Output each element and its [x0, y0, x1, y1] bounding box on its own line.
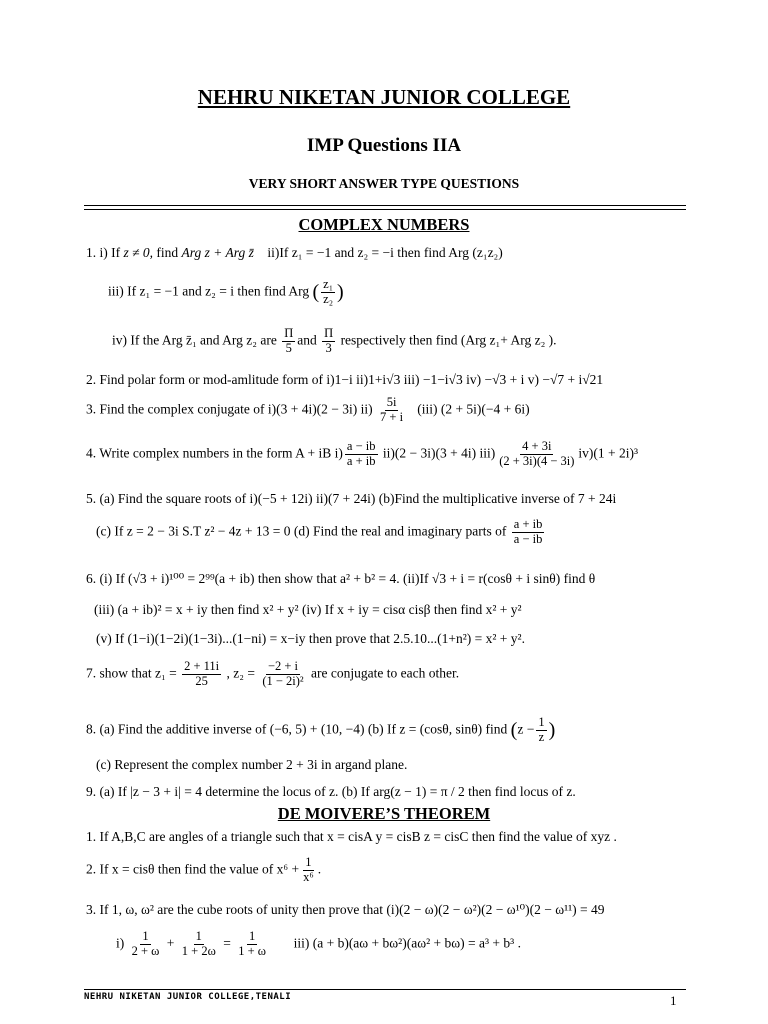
question-type-heading: VERY SHORT ANSWER TYPE QUESTIONS: [248, 176, 520, 191]
question-9: 9. (a) If |z − 3 + i| = 4 determine the locus of z. (b) If arg(z − 1) = π / 2 then find locus of z.: [86, 784, 576, 799]
question-2: 2. Find polar form or mod-amlitude form of i)1−i ii)1+i√3 iii) −1−i√3 iv) −√3 + i v) −√7 + i√21: [86, 372, 604, 387]
question-1-part-a: 1. i) If z ≠ 0, find Arg z + Arg z̄ ii)If z₁ = −1 and z₂ = −i then find Arg (z₁z₂): [86, 245, 503, 260]
de-moivre-question-3-part-a: 3. If 1, ω, ω² are the cube roots of unity then prove that (i)(2 − ω)(2 − ω²)(2 − ω¹⁰)(2 − ω¹¹) = 49: [86, 902, 605, 917]
question-4: 4. Write complex numbers in the form A + iB i) $\frac{a - ib}{a + ib}$ ii)(2 − 3i)(3 + 4i) iii) $\frac{4 + 3i}{(2 + 3i)(4 - 3i)}$ iv)(1 + 2i)³: [86, 439, 639, 468]
question-5-part-c: (c) If z = 2 − 3i S.T z² − 4z + 13 = 0 (d) Find the real and imaginary parts of $\frac{a + ib}{a - ib}$: [96, 517, 543, 546]
question-7: 7. show that z₁ = $\frac{2 + 11i}{25}$ , z₂ = $\frac{-2 + i}{\text{(1 − 2i)²}}$ are conjugate to each other.: [86, 659, 460, 688]
section-heading-de-moivre: DE MOIVERE’S THEOREM: [277, 804, 491, 823]
footer-divider: [84, 989, 686, 990]
question-6-part-a: 6. (i) If (√3 + i)¹⁰⁰ = 2⁹⁹(a + ib) then show that a² + b² = 4. (ii)If √3 + i = r(cosθ + i sinθ) find θ: [86, 571, 596, 586]
de-moivre-question-2: 2. If x = cisθ then find the value of x⁶ + $\frac{1}{\text{x⁶}}$ .: [86, 855, 322, 884]
question-6-part-c: (v) If (1−i)(1−2i)(1−3i)...(1−ni) = x−iy then prove that 2.5.10...(1+n²) = x² + y².: [96, 631, 525, 646]
question-1-part-iii: iii) If z₁ = −1 and z₂ = i then find Arg ( $\frac{\text{z₁}}{\text{z₂}}$ ): [108, 277, 344, 306]
section-heading-complex-numbers: COMPLEX NUMBERS: [298, 215, 470, 234]
question-3: 3. Find the complex conjugate of i)(3 + 4i)(2 − 3i) ii) $\frac{5i}{7 + i}$ (iii) (2 + 5i)(−4 + 6i): [86, 395, 530, 424]
question-1-part-iv: iv) If the Arg z̄₁ and Arg z₂ are $\frac{\Pi}{5}$ and $\frac{\Pi}{3}$ respectively then find (Arg z₁+ Arg z₂ ).: [112, 326, 557, 355]
question-8-part-a: 8. (a) Find the additive inverse of (−6, 5) + (10, −4) (b) If z = (cosθ, sinθ) find (z − $\frac{1}{z}$ ): [86, 715, 556, 744]
question-5-part-a: 5. (a) Find the square roots of i)(−5 + 12i) ii)(7 + 24i) (b)Find the multiplicative inverse of 7 + 24i: [86, 491, 617, 506]
question-6-part-b: (iii) (a + ib)² = x + iy then find x² + y² (iv) If x + iy = cisα cisβ then find x² + y²: [94, 602, 522, 617]
divider: [84, 205, 686, 206]
document-subtitle: IMP Questions IIA: [306, 135, 462, 156]
de-moivre-question-1: 1. If A,B,C are angles of a triangle such that x = cisA y = cisB z = cisC then find the value of xyz .: [86, 829, 617, 844]
de-moivre-question-3-part-b: i) $\frac{1}{2 + \omega}$ + $\frac{1}{1 + 2\omega}$ = $\frac{1}{1 + \omega}$ iii) (a + b)(aω + bω²)(aω² + bω) = a³ + b³ .: [116, 929, 521, 958]
college-title: NEHRU NIKETAN JUNIOR COLLEGE: [197, 85, 571, 109]
question-8-part-c: (c) Represent the complex number 2 + 3i in argand plane.: [96, 757, 408, 772]
divider: [84, 209, 686, 210]
footer-text: NEHRU NIKETAN JUNIOR COLLEGE,TENALI: [84, 992, 292, 1002]
page-number: 1: [670, 993, 677, 1008]
